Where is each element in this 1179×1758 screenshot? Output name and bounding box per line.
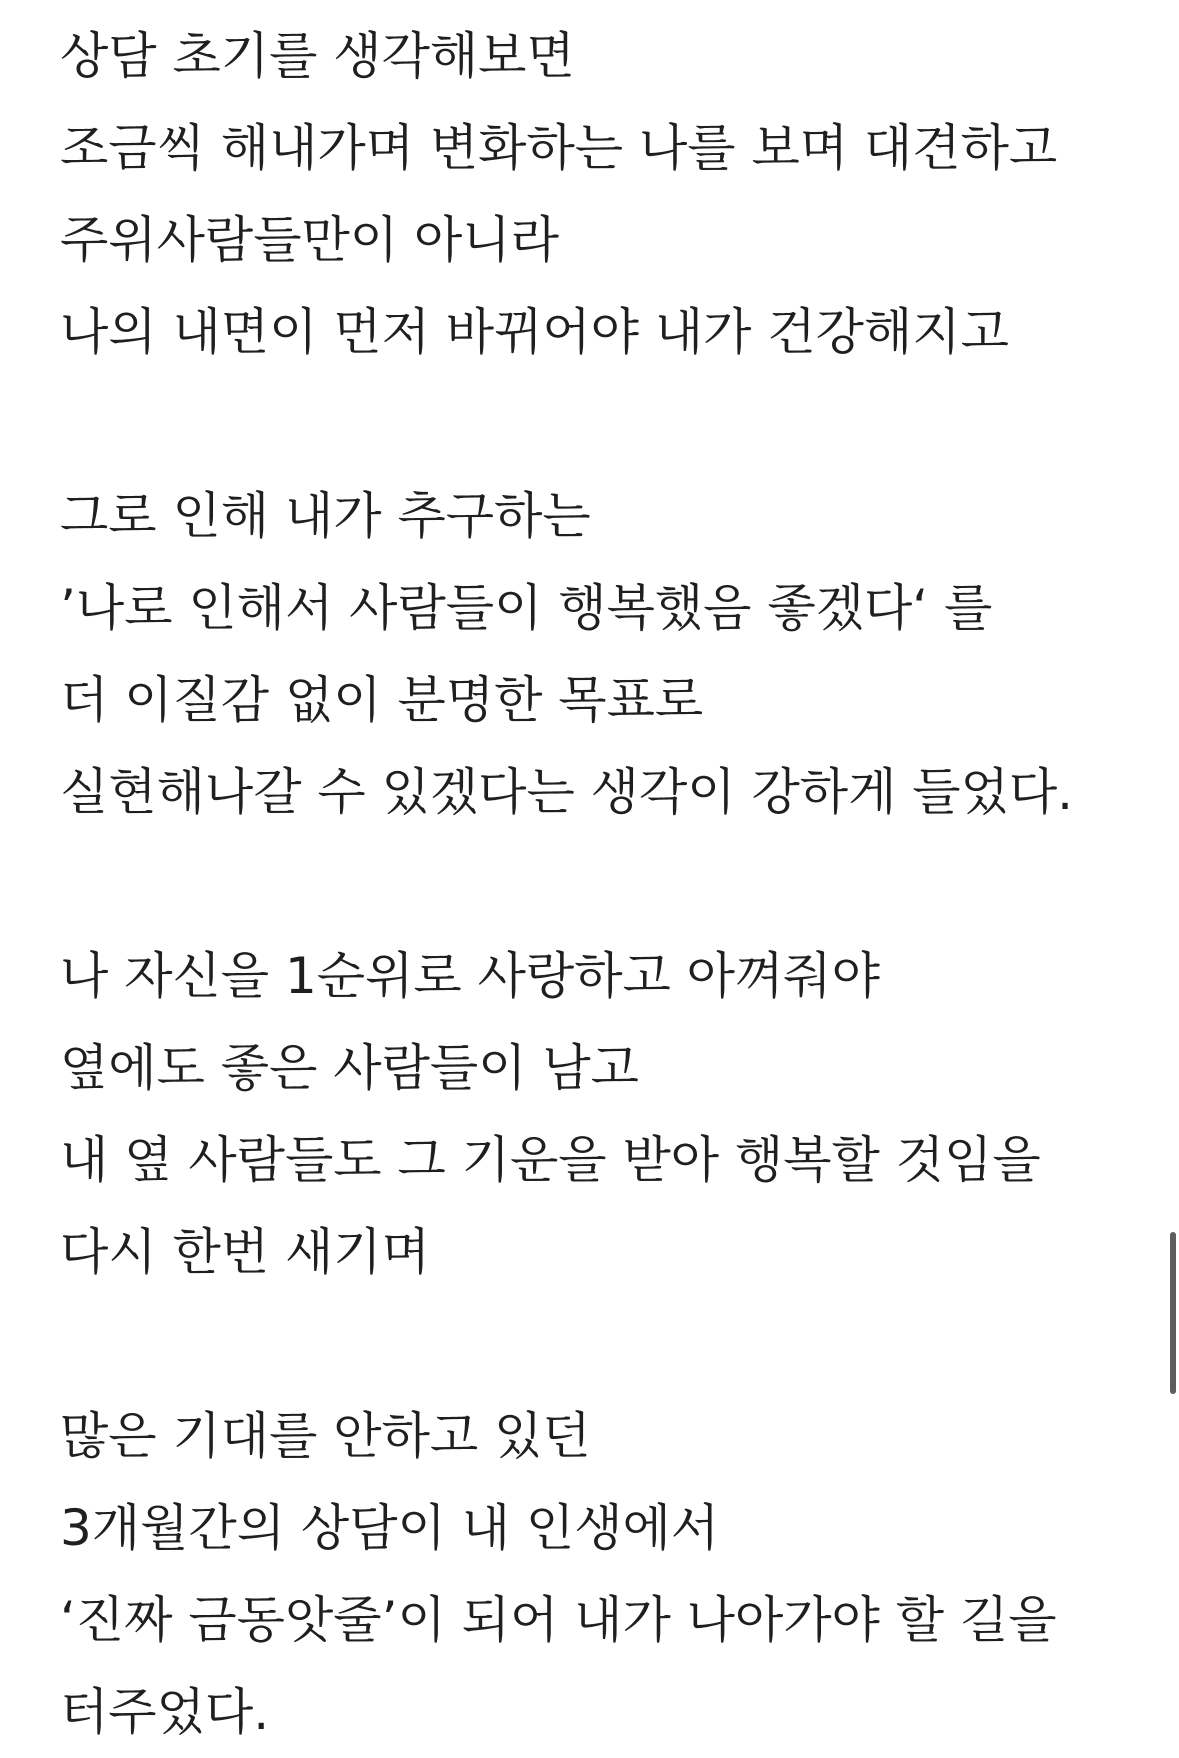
paragraph-spacer [60, 1298, 1140, 1390]
paragraph [60, 10, 1140, 378]
text-line: 나의 내면이 먼저 바뀌어야 내가 건강해지고 [60, 303, 1009, 361]
text-line: 옆에도 좋은 사람들이 남고 [60, 1039, 639, 1097]
text-line: ‘진짜 금동앗줄’이 되어 내가 나아가야 할 길을 [60, 1591, 1057, 1649]
paragraph-spacer [60, 378, 1140, 470]
paragraph [60, 470, 1140, 838]
text-line: 나 자신을 1순위로 사랑하고 아껴줘야 [60, 947, 880, 1005]
text-line: 내 옆 사람들도 그 기운을 받아 행복할 것임을 [60, 1131, 1041, 1189]
text-line: 3개월간의 상담이 내 인생에서 [60, 1499, 720, 1557]
paragraph [60, 1390, 1140, 1758]
text-line: 터주었다. [60, 1683, 270, 1741]
article-body [60, 10, 1140, 1758]
paragraph-spacer [60, 838, 1140, 930]
text-line: 그로 인해 내가 추구하는 [60, 487, 591, 545]
text-line: 다시 한번 새기며 [60, 1223, 430, 1281]
text-line: 더 이질감 없이 분명한 목표로 [60, 671, 704, 729]
text-line: 상담 초기를 생각해보면 [60, 27, 575, 85]
text-line: ’나로 인해서 사람들이 행복했음 좋겠다‘ 를 [60, 579, 993, 637]
text-line: 실현해나갈 수 있겠다는 생각이 강하게 들었다. [60, 763, 1074, 821]
text-line: 조금씩 해내가며 변화하는 나를 보며 대견하고 [60, 119, 1058, 177]
text-line: 주위사람들만이 아니라 [60, 211, 559, 269]
paragraph [60, 930, 1140, 1298]
scrollbar-thumb[interactable] [1170, 1232, 1176, 1394]
text-line: 많은 기대를 안하고 있던 [60, 1407, 591, 1465]
